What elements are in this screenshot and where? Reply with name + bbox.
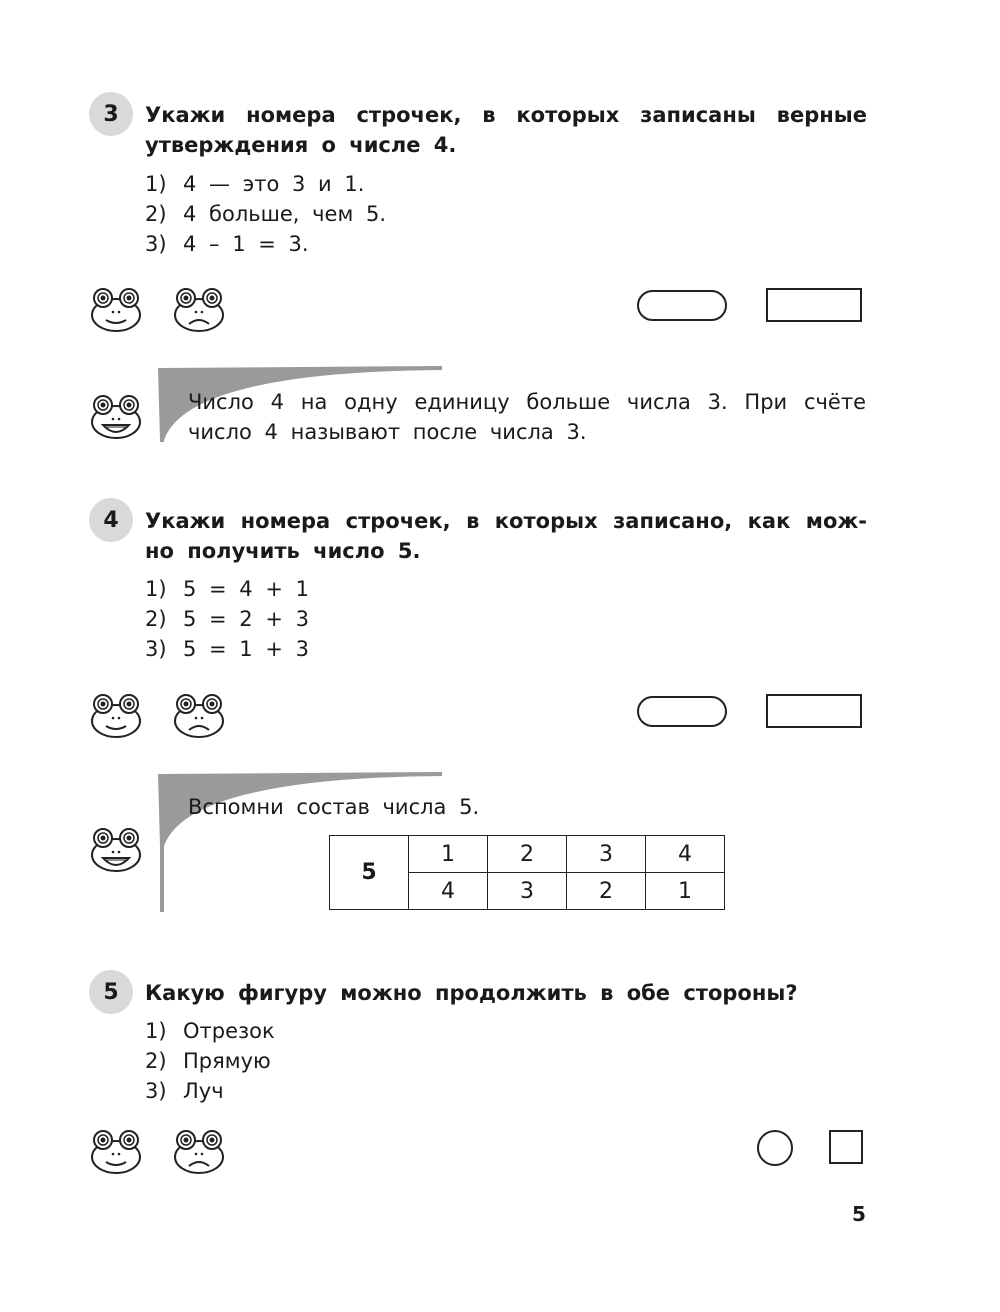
frog-laughing-icon [89, 389, 143, 439]
task-number-badge: 5 [89, 970, 133, 1014]
answer-option: 2) Прямую [145, 1049, 271, 1073]
answer-box[interactable] [766, 694, 862, 728]
answer-square[interactable] [829, 1130, 863, 1164]
answer-option: 3) Луч [145, 1079, 224, 1103]
frog-sad-icon [172, 282, 226, 332]
answer-options [145, 169, 386, 259]
task-number-badge: 4 [89, 498, 133, 542]
answer-oval[interactable] [637, 290, 727, 321]
answer-box[interactable] [766, 288, 862, 322]
answer-option: 3) 4 – 1 = 3. [145, 232, 309, 256]
hint-text: Вспомни состав числа 5. [188, 795, 480, 819]
table-cell: 4 [646, 836, 725, 873]
task-question: Укажи номера строчек, в которых записаны верные утверждения о числе 4. [145, 103, 867, 157]
frog-laughing-icon [89, 822, 143, 872]
task-question: Какую фигуру можно продолжить в обе стороны? [145, 981, 798, 1005]
answer-oval[interactable] [637, 696, 727, 727]
frog-sad-icon [172, 1124, 226, 1174]
answer-option: 1) 5 = 4 + 1 [145, 577, 309, 601]
frog-happy-icon [89, 688, 143, 738]
task-number-badge: 3 [89, 92, 133, 136]
task-question: Укажи номера строчек, в которых записано, как мож- но получить число 5. [145, 509, 867, 563]
table-cell: 3 [567, 836, 646, 873]
table-cell: 3 [488, 873, 567, 910]
frog-happy-icon [89, 1124, 143, 1174]
number-composition-table [329, 835, 725, 910]
hint-text: Число 4 на одну единицу больше числа 3. При счёте число 4 называют после числа 3. [188, 390, 866, 444]
page-number: 5 [852, 1202, 866, 1226]
frog-happy-icon [89, 282, 143, 332]
frog-sad-icon [172, 688, 226, 738]
table-number-cell: 5 [330, 836, 409, 910]
table-cell: 4 [409, 873, 488, 910]
table-cell: 2 [488, 836, 567, 873]
answer-option: 2) 4 больше, чем 5. [145, 202, 387, 226]
answer-option: 2) 5 = 2 + 3 [145, 607, 309, 631]
table-cell: 2 [567, 873, 646, 910]
answer-option: 1) 4 — это 3 и 1. [145, 172, 365, 196]
answer-option: 3) 5 = 1 + 3 [145, 637, 309, 661]
table-cell: 1 [409, 836, 488, 873]
answer-options [145, 574, 309, 664]
answer-circle[interactable] [757, 1130, 793, 1166]
answer-options [145, 1016, 275, 1106]
table-cell: 1 [646, 873, 725, 910]
answer-option: 1) Отрезок [145, 1019, 275, 1043]
